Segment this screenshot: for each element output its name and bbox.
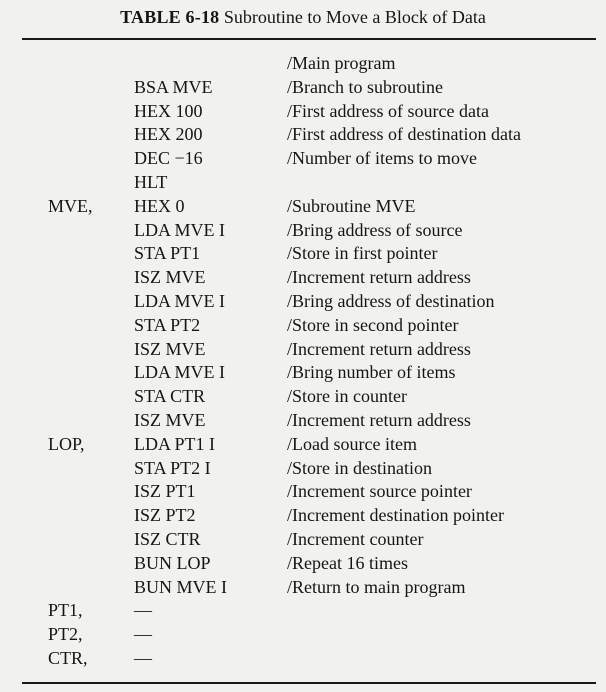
listing-row <box>0 647 606 671</box>
instruction: STA PT2 I <box>134 457 211 478</box>
comment: /Increment destination pointer <box>287 505 504 526</box>
instruction: ISZ PT1 <box>134 481 196 502</box>
table-number: TABLE 6-18 <box>120 7 220 27</box>
comment: /First address of source data <box>287 100 489 121</box>
comment: /Number of items to move <box>287 148 477 169</box>
comment: /Repeat 16 times <box>287 552 408 573</box>
comment: /Increment return address <box>287 267 471 288</box>
listing-row <box>0 504 606 528</box>
comment: /Increment return address <box>287 338 471 359</box>
comment: /Bring number of items <box>287 362 456 383</box>
line-label: PT2, <box>48 624 83 645</box>
instruction: — <box>134 600 152 621</box>
listing-row <box>0 171 606 195</box>
listing-row <box>0 480 606 504</box>
instruction: HEX 0 <box>134 195 185 216</box>
listing-row <box>0 576 606 600</box>
listing-row <box>0 123 606 147</box>
comment: /First address of destination data <box>287 124 521 145</box>
instruction: ISZ MVE <box>134 338 206 359</box>
instruction: BUN LOP <box>134 552 211 573</box>
line-label: CTR, <box>48 647 88 668</box>
instruction: — <box>134 647 152 668</box>
instruction: HEX 100 <box>134 100 203 121</box>
instruction: STA PT1 <box>134 243 201 264</box>
comment: /Increment return address <box>287 409 471 430</box>
listing-row <box>0 409 606 433</box>
listing-row <box>0 385 606 409</box>
listing-row <box>0 552 606 576</box>
instruction: ISZ PT2 <box>134 505 196 526</box>
comment: /Branch to subroutine <box>287 76 443 97</box>
instruction: LDA MVE I <box>134 362 225 383</box>
instruction: HLT <box>134 171 168 192</box>
listing-row <box>0 361 606 385</box>
listing-row <box>0 76 606 100</box>
instruction: HEX 200 <box>134 124 203 145</box>
listing-row <box>0 52 606 76</box>
instruction: LDA MVE I <box>134 290 225 311</box>
listing-row <box>0 433 606 457</box>
listing-row <box>0 623 606 647</box>
instruction: BSA MVE <box>134 76 213 97</box>
bottom-rule <box>22 682 596 684</box>
comment: /Increment counter <box>287 528 424 549</box>
listing-row <box>0 314 606 338</box>
line-label: LOP, <box>48 433 85 454</box>
line-label: PT1, <box>48 600 83 621</box>
listing-row <box>0 338 606 362</box>
instruction: — <box>134 624 152 645</box>
comment: /Bring address of source <box>287 219 463 240</box>
comment: /Load source item <box>287 433 417 454</box>
program-listing <box>0 52 606 671</box>
top-rule <box>22 38 596 40</box>
instruction: BUN MVE I <box>134 576 227 597</box>
comment: /Store in first pointer <box>287 243 438 264</box>
instruction: ISZ CTR <box>134 528 201 549</box>
comment: /Store in second pointer <box>287 314 459 335</box>
comment: /Main program <box>287 53 396 73</box>
listing-row <box>0 528 606 552</box>
listing-row <box>0 242 606 266</box>
table-title: Subroutine to Move a Block of Data <box>223 7 486 27</box>
listing-row <box>0 290 606 314</box>
listing-row <box>0 599 606 623</box>
comment: /Bring address of destination <box>287 290 495 311</box>
instruction: DEC −16 <box>134 148 203 169</box>
instruction: STA CTR <box>134 386 206 407</box>
line-label: MVE, <box>48 195 93 216</box>
listing-row <box>0 195 606 219</box>
listing-row <box>0 100 606 124</box>
listing-row <box>0 219 606 243</box>
comment: /Store in counter <box>287 386 407 407</box>
listing-row <box>0 266 606 290</box>
instruction: LDA PT1 I <box>134 433 215 454</box>
comment: /Increment source pointer <box>287 481 472 502</box>
instruction: LDA MVE I <box>134 219 225 240</box>
listing-row <box>0 457 606 481</box>
listing-row <box>0 147 606 171</box>
instruction: ISZ MVE <box>134 267 206 288</box>
comment: /Subroutine MVE <box>287 195 416 216</box>
comment: /Store in destination <box>287 457 432 478</box>
instruction: ISZ MVE <box>134 409 206 430</box>
table-caption <box>0 6 606 28</box>
instruction: STA PT2 <box>134 314 201 335</box>
comment: /Return to main program <box>287 576 466 597</box>
